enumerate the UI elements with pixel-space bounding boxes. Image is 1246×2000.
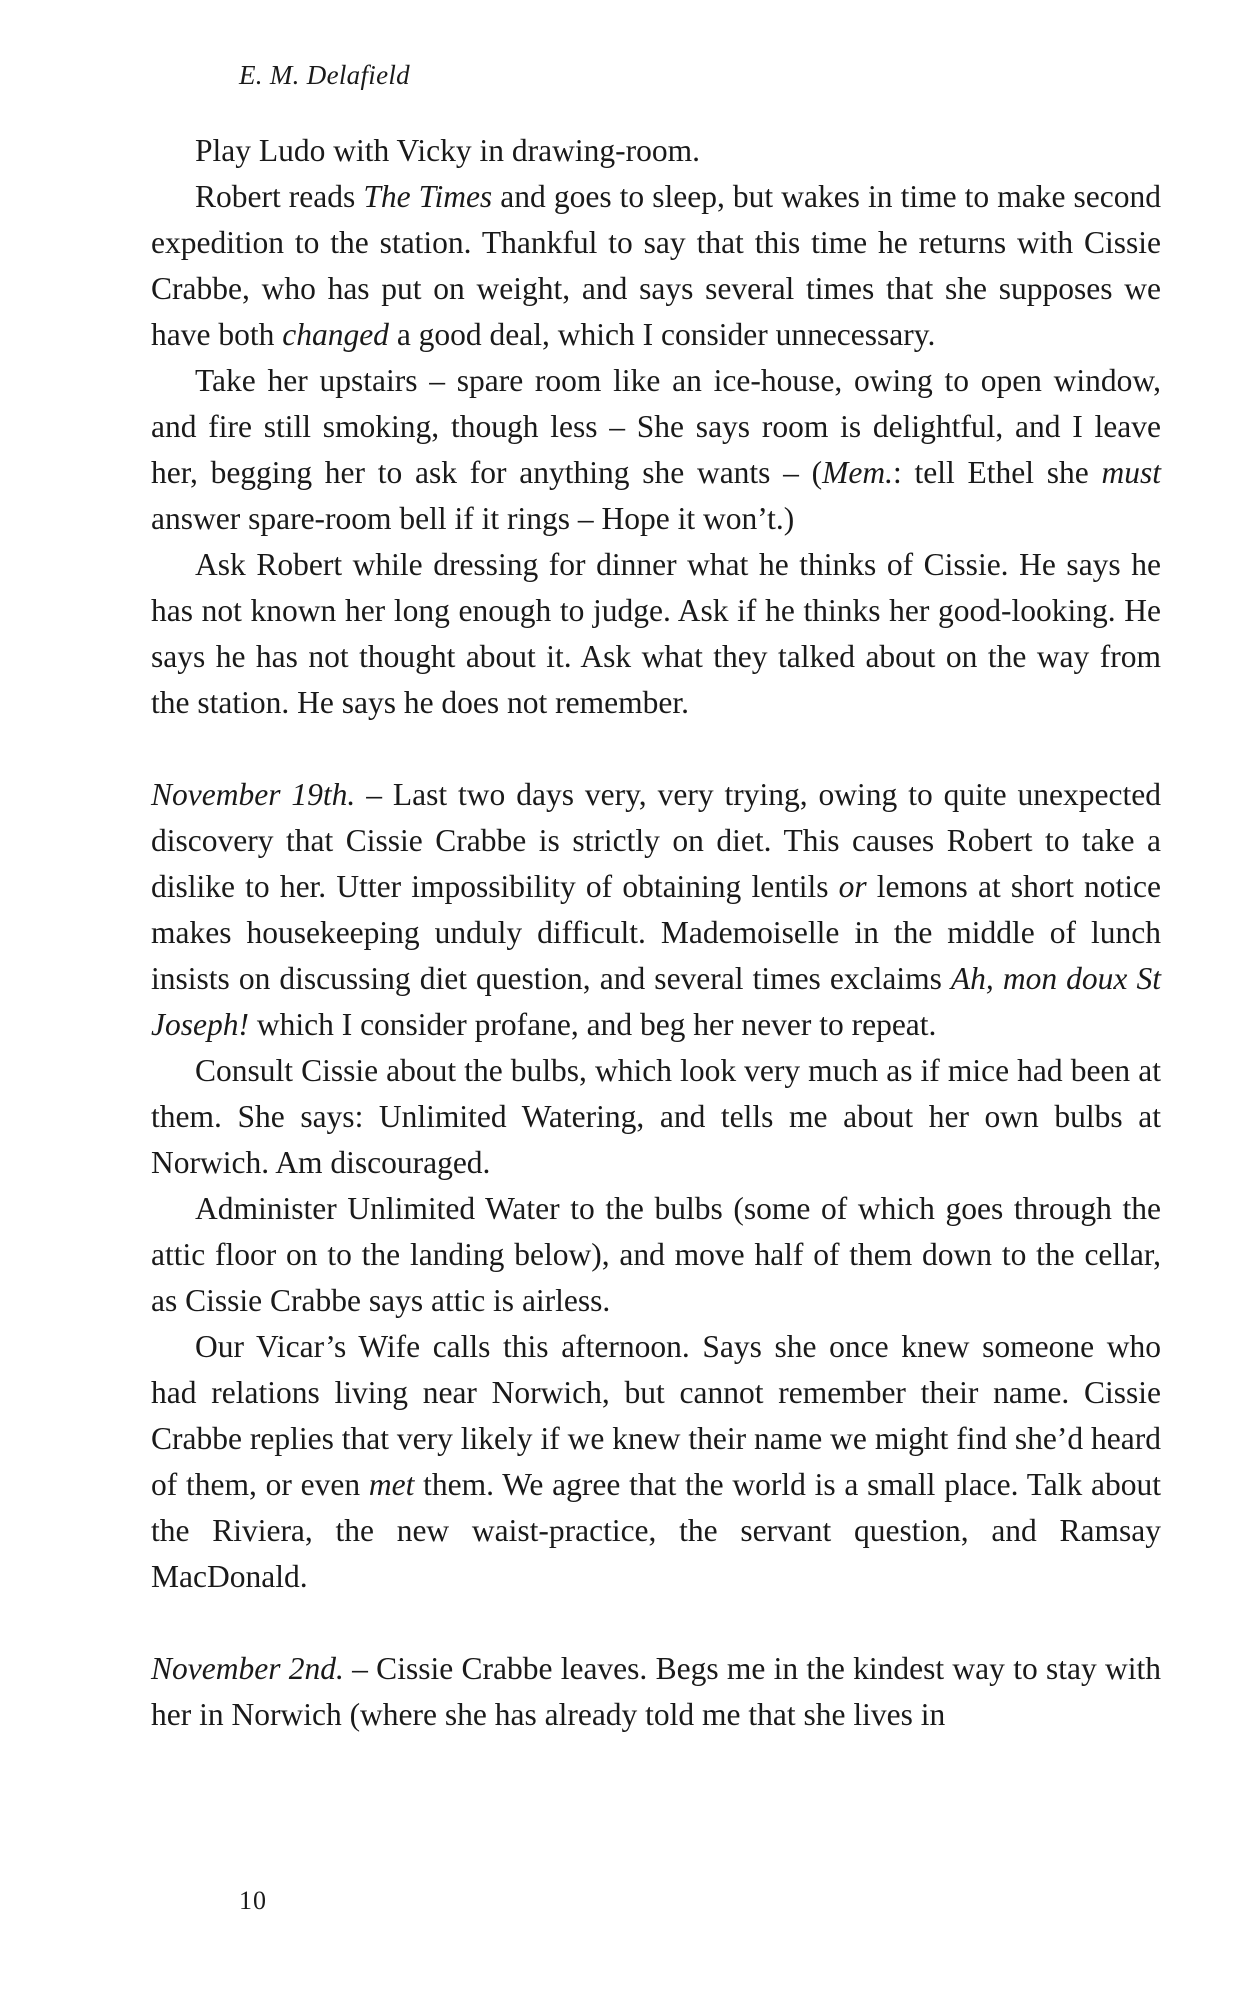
paragraph	[151, 1186, 1161, 1324]
paragraph	[151, 358, 1161, 542]
paragraph	[151, 542, 1161, 726]
text-run: Consult Cissie about the bulbs, which look very much as if mice had been at them. She says: Unlimited Watering, and tells me about her own bulbs at Norwich. Am discouraged.	[151, 1053, 1161, 1180]
running-head-author: E. M. Delafield	[239, 60, 410, 90]
italic-text: or	[838, 869, 867, 904]
text-run: and goes to sleep, but wakes in time to make second expedition to the station. Thankful to say that this time he returns with Cissie Crabbe, who has put on weight, and says several times that she supposes we have both	[151, 179, 1161, 352]
text-run: Robert reads	[195, 179, 364, 214]
paragraph	[151, 1048, 1161, 1186]
text-run: lemons at short notice makes housekeeping unduly difficult. Mademoiselle in the middle of lunch insists on discussing diet question, and several times exclaims	[151, 869, 1161, 996]
diary-entry-paragraph	[151, 772, 1161, 1048]
text-run: – Cissie Crabbe leaves. Begs me in the kindest way to stay with her in Norwich (where she has already told me that she lives in	[151, 1651, 1161, 1732]
text-run: which I consider profane, and beg her never to repeat.	[248, 1007, 937, 1042]
text-run: answer spare-room bell if it rings – Hope it won’t.)	[151, 501, 795, 536]
diary-body-text	[151, 128, 1161, 1738]
italic-text: changed	[282, 317, 389, 352]
italic-text: November 19th.	[151, 777, 356, 812]
italic-text: November 2nd.	[151, 1651, 344, 1686]
text-run: – Last two days very, very trying, owing to quite unexpected discovery that Cissie Crabbe is strictly on diet. This causes Robert to take a dislike to her. Utter impossibility of obtaining lentils	[151, 777, 1161, 904]
italic-text: must	[1101, 455, 1161, 490]
text-run: a good deal, which I consider unnecessary.	[388, 317, 936, 352]
text-run: Take her upstairs – spare room like an ice-house, owing to open window, and fire still smoking, though less – She says room is delightful, and I leave her, begging her to ask for anything she wants – (	[151, 363, 1161, 490]
italic-text: met	[368, 1467, 415, 1502]
paragraph	[151, 1324, 1161, 1600]
page-number: 10	[239, 1886, 267, 1915]
paragraph	[151, 128, 1161, 174]
italic-text: Mem.	[822, 455, 894, 490]
italic-text: Ah, mon doux St Joseph!	[151, 961, 1161, 1042]
text-run: Our Vicar’s Wife calls this afternoon. Says she once knew someone who had relations living near Norwich, but cannot remember their name. Cissie Crabbe replies that very likely if we knew their name we might find she’d heard of them, or even	[151, 1329, 1161, 1502]
italic-text: The Times	[363, 179, 493, 214]
text-run: Play Ludo with Vicky in drawing-room.	[195, 133, 700, 168]
diary-entry-paragraph	[151, 1646, 1161, 1738]
text-run: Administer Unlimited Water to the bulbs (some of which goes through the attic floor on to the landing below), and move half of them down to the cellar, as Cissie Crabbe says attic is airless.	[151, 1191, 1161, 1318]
text-run: Ask Robert while dressing for dinner what he thinks of Cissie. He says he has not known her long enough to judge. Ask if he thinks her good-looking. He says he has not thought about it. Ask what they talked about on the way from the station. He says he does not remember.	[151, 547, 1161, 720]
paragraph	[151, 174, 1161, 358]
text-run: : tell Ethel she	[893, 455, 1102, 490]
text-run: them. We agree that the world is a small place. Talk about the Riviera, the new waist-practice, the servant question, and Ramsay MacDonald.	[151, 1467, 1161, 1594]
